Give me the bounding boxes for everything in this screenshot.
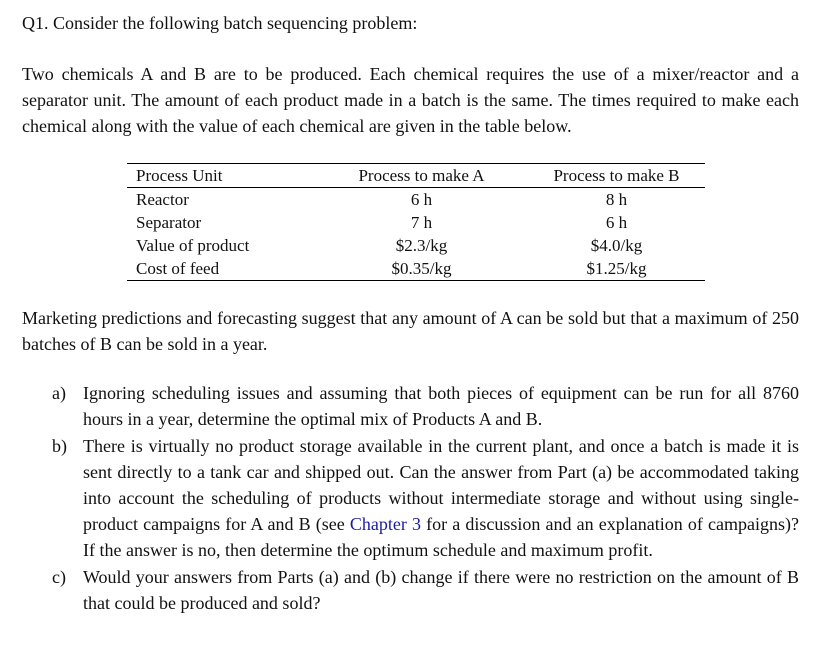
table-row: [127, 211, 705, 234]
part-label: b): [52, 436, 67, 456]
cell-a: $0.35/kg: [315, 257, 528, 281]
part-label: c): [52, 567, 66, 587]
chapter-3-link[interactable]: Chapter 3: [349, 514, 422, 534]
row-label: Value of product: [136, 236, 250, 255]
row-label: Cost of feed: [127, 257, 315, 281]
question-part-a: [0, 380, 799, 432]
part-label: a): [52, 383, 66, 403]
header-process-unit: Process Unit: [127, 164, 315, 188]
question-parts-list: [0, 380, 799, 617]
row-label: Separator: [136, 213, 202, 232]
table-row: [127, 234, 705, 257]
question-part-b: [0, 433, 799, 563]
cell-a: 7 h: [410, 213, 433, 232]
cell-a: 6 h: [410, 190, 433, 209]
table-row: [127, 257, 705, 281]
cell-a: $2.3/kg: [395, 236, 448, 255]
part-text-before: There is virtually no product storage available in the current plant, and once a batch is made it is sent directly to a tank car and shipped out. Can the answer from Part (a) be accommodated taking into account the scheduling of products without intermediate storage and without using single-product campaigns for A and B (see: [83, 436, 799, 534]
process-table: [127, 163, 705, 281]
marketing-paragraph: Marketing predictions and forecasting suggest that any amount of A can be sold but that a maximum of 250 batches of B can be sold in a year.: [22, 308, 799, 354]
cell-b: $1.25/kg: [528, 257, 705, 281]
header-process-a: Process to make A: [315, 164, 528, 188]
part-text: Would your answers from Parts (a) and (b) change if there were no restriction on the amount of B that could be produced and sold?: [83, 567, 799, 613]
table-header-row: [127, 164, 705, 188]
header-process-b: Process to make B: [528, 164, 705, 188]
cell-b: 6 h: [605, 213, 628, 232]
question-title: Q1. Consider the following batch sequencing problem:: [22, 13, 418, 33]
row-label: Reactor: [136, 190, 189, 209]
cell-b: 8 h: [605, 190, 628, 209]
cell-b: $4.0/kg: [590, 236, 643, 255]
question-part-c: [0, 564, 799, 616]
intro-paragraph: Two chemicals A and B are to be produced. Each chemical requires the use of a mixer/reactor and a separator unit. The amount of each product made in a batch is the same. The times required to make each chemical along with the value of each chemical are given in the table below.: [22, 64, 799, 136]
table-row: [127, 188, 705, 212]
part-text: Ignoring scheduling issues and assuming that both pieces of equipment can be run for all 8760 hours in a year, determine the optimal mix of Products A and B.: [83, 383, 799, 429]
part-text-after: for a discussion and an explanation of campaigns)? If the answer is no, then determine the optimum schedule and maximum profit.: [83, 514, 799, 560]
